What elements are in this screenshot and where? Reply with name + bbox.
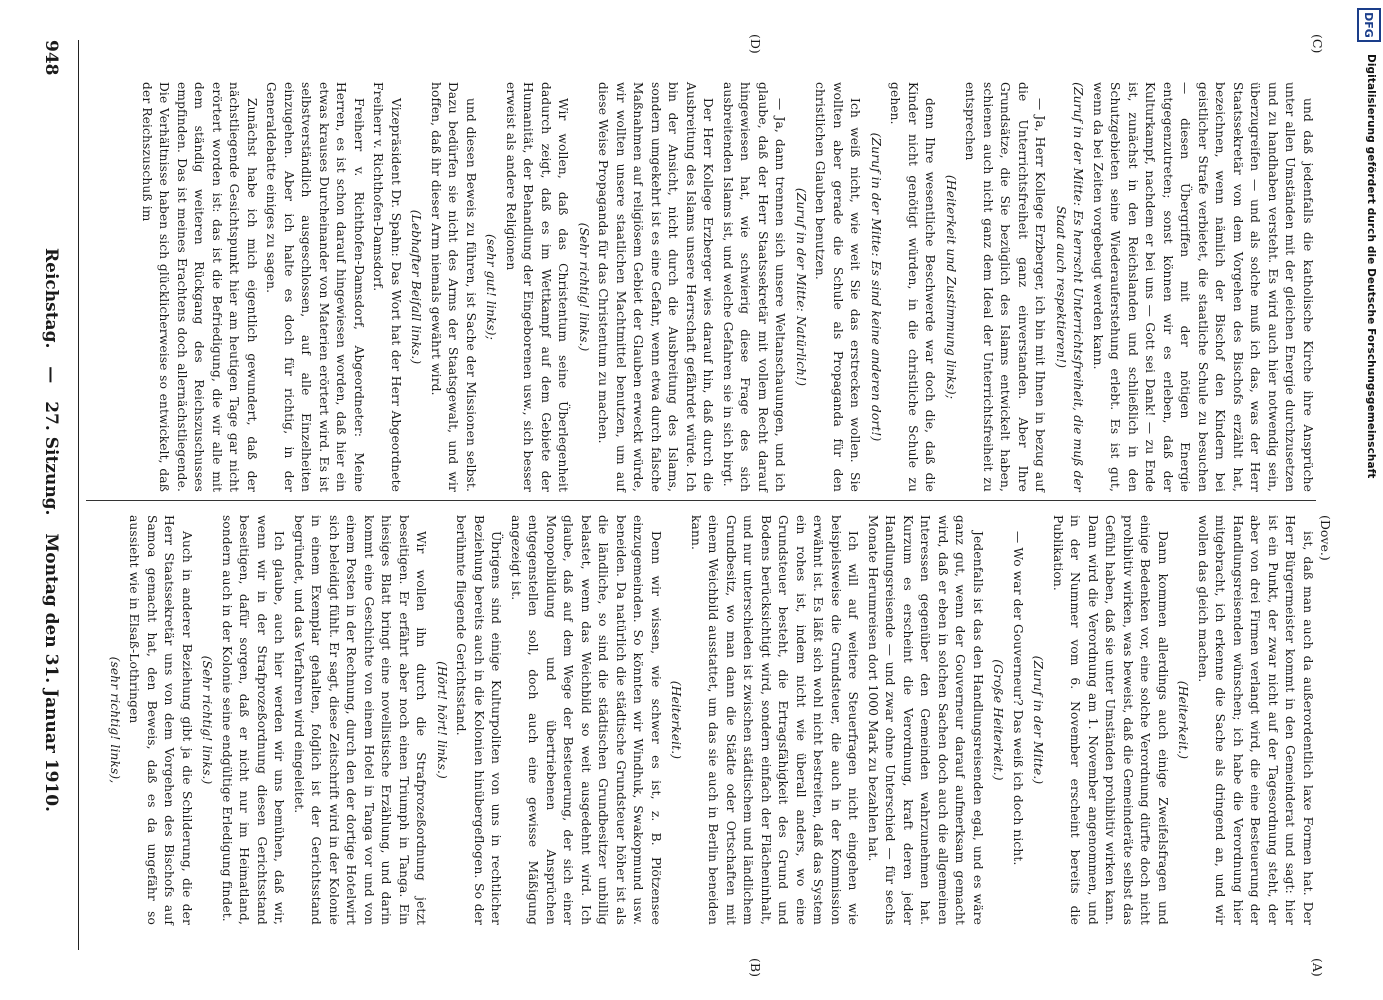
paragraph: Auch in anderer Beziehung gibt ja die Schilderung, die der Herr Staatssekretär uns von dem Vorgehen des Bischofs auf Samoa gemacht hat, den Beweis, daß es da ungefähr so aussieht wie in Elsaß-Lothringen	[127, 515, 194, 925]
paragraph: ist, daß man auch da außerordentlich laxe Formen hat. Der Herr Bürgermeister kommt in den Gemeinderat und sagt: hier ist ein Punkt, der zwar nicht auf der Tagesordnung steht, der aber von drei Firmen verlangt wird, die eine Besteuerung der Handlungsreisenden wünschen; ich habe die Verordnung hier mitgebracht, ich erkenne die Sache als dringend an, und wir wollen das gleich machen.	[1196, 515, 1315, 925]
interjection: (Zuruf in der Mitte: Es sind keine anderen dort!)	[869, 132, 883, 442]
interjection: (Zuruf in der Mitte: Natürlich!)	[794, 187, 808, 387]
interjection: (sehr richtig! links),	[108, 656, 122, 784]
paragraph: Ich weiß nicht, wie weit Sie das erstrecken wollen. Sie wollten aber gerade die Schule als Propaganda für den christlichen Glauben benutzen.	[813, 82, 863, 492]
header-rule	[78, 40, 79, 950]
funding-note: Digitalisierung gefördert durch die Deutsche Forschungsgemeinschaft	[1365, 54, 1377, 479]
column-rule	[86, 500, 1316, 501]
right-column	[86, 82, 1316, 492]
header-dash: —	[41, 366, 61, 384]
interjection: (Heiterkeit und Zustimmung links);	[944, 174, 958, 400]
margin-marker-b: (B)	[748, 958, 763, 977]
paragraph: Der Herr Kollege Erzberger wies darauf hin, daß durch die Ausbreitung des Islams unsere Herrschaft gefährdet würde. Ich bin der Ansicht, nicht durch die Ausbreitung des Islams, sondern umgekehrt ist es eine Gefahr, wenn etwa durch falsche Maßnahmen auf religiösem Gebiet der Glauben erweckt würde, wir wollten unsere staatlichen Machtmittel benutzen, um auf diese Weise Propaganda für das Christentum zu machen.	[596, 82, 716, 492]
paragraph: Ich glaube, auch hier werden wir uns bemühen, daß wir, wenn wir in der Strafprozeßordnung diesen Gerichtsstand beseitigen, dafür sorgen, daß er nicht nur im Heimatland, sondern auch in der Kolonie seine endgültige Erledigung findet.	[220, 515, 287, 925]
digitization-sidebar	[1353, 0, 1383, 1000]
header-title	[41, 110, 61, 950]
interjection: (Zuruf in der Mitte.)	[1031, 655, 1046, 785]
page-number: 948	[41, 40, 61, 76]
interjection: (Lebhafter Beifall links.)	[409, 209, 424, 365]
paragraph: — Wo war der Gouverneur? Das weiß ich doch nicht.	[1011, 531, 1025, 866]
interjection: (Hört! hört! links.)	[435, 661, 449, 779]
paragraph: Zunächst habe ich mich eigentlich gewundert, daß der nächstliegende Gesichtspunkt hier am heutigen Tage gar nicht erörtert worden ist: das ist die Befriedigung, die wir alle mit dem ständig weiteren Rückgang des Reichszuschusses empfinden. Das ist meines Erachtens doch allernächstliegende. Die Verhältnisse haben sich glücklicherweise so entwickelt, daß der Reichszuschuß im	[140, 82, 259, 492]
paragraph: Übrigens sind einige Kulturpoliten von uns in rechtlicher Beziehung bereits auch in die Kolonien hinübergeflogen. So der berühmte fliegende Gerichtsstand.	[454, 515, 504, 925]
paragraph: Freiherr v. Richthofen-Damsdorf, Abgeordneter: Meine Herren, es ist schon darauf hingewiesen worden, daß hier ein etwas krauses Durcheinander von Materien erörtert wird. Es ist selbstverständlich ausgeschlossen, auf alle Einzelheiten einzugehen. Aber ich halte es doch für richtig, in der Generaldebatte einiges zu sagen.	[264, 82, 366, 492]
interjection: (sehr gut! links);	[484, 234, 499, 340]
paragraph: und diesen Beweis zu führen, ist Sache der Missionen selbst. Dazu bedürfen sie nicht des Arms der Staatsgewalt, und wir hoffen, daß ihr dieser Arm niemals gewährt wird.	[429, 82, 478, 492]
interjection: (Heiterkeit.)	[1176, 680, 1191, 760]
paragraph: Denn wir wissen, wie schwer es ist, z. B. Plötzensee einzugemeinden. So könnten wir Windhuk, Swakopmund usw. beneiden. Da natürlich die städtische Grundsteuer höher ist als die ländliche, so sind die städtischen Grundbesitzer unbillig belastet, wenn das Weichbild so weit ausgedehnt wird. Ich glaube, daß auf dem Wege der Besteuerung, der sich einer Monopolbildung und übertriebenen Ansprüchen entgegenstellen soll, doch auch eine gewisse Mäßigung angezeigt ist.	[509, 515, 663, 925]
interjection: (Zuruf in der Mitte: Es herrscht Unterrichtsfreiheit, die muß der Staat auch respektieren!)	[1054, 82, 1086, 492]
interjection: (Sehr richtig! links.)	[577, 222, 591, 352]
margin-marker-a: (A)	[1310, 958, 1325, 977]
paragraph: Dann kommen allerdings auch einige Zweifelsfragen und einige Bedenken vor, eine solche Verordnung dürfte doch nicht prohibitiv wirken, was beweist, daß die Gemeinderäte selbst das Gefühl haben, daß sie unter Umständen prohibitiv wirken kann. Dann wird die Verordnung am 1. November angenommen, und in der Nummer vom 6. November erscheint bereits die Publikation.	[1051, 515, 1170, 925]
session-label: 27. Sitzung.	[41, 401, 61, 516]
speaker-continuation: (Dove.)	[1318, 515, 1333, 561]
paragraph: Vizepräsident Dr. Spahn: Das Wort hat der Herr Abgeordnete Freiherr v. Richthofen-Damsdorf.	[371, 82, 403, 492]
paragraph: Wir wollen, daß das Christentum seine Überlegenheit dadurch zeigt, daß es im Wettkampf auf dem Gebiete der Humanität, der Behandlung der Eingeborenen usw., sich besser erweist als andere Religionen	[504, 82, 571, 492]
paragraph: und daß jedenfalls die katholische Kirche ihre Ansprüche unter allen Umständen mit der gleichen Energie durchzusetzen und zu handhaben versteht. Es wird auch hier notwendig sein, überzugreifen — und als solche muß ich das, was der Herr Staatssekretär von dem Vorgehen des Bischofs erzählt hat, bezeichnen, wenn nämlich der Bischof den Kindern bei geistlicher Strafe verbietet, die staatliche Schule zu besuchen — diesen Übergriffen mit der nötigen Energie entgegenzutreten; sonst können wir es erleben, daß der Kulturkampf, nachdem er bei uns — Gott sei Dank! — zu Ende ist, zunächst in den Reichslanden und schließlich in den Schutzgebieten seine Wiederauferstehung erlebt. Es ist gut, wenn da bei Zeiten vorgebeugt werden kann.	[1091, 82, 1315, 492]
margin-marker-c: (C)	[1310, 34, 1325, 54]
interjection: (Heiterkeit.)	[669, 680, 684, 760]
paragraph: — Ja, dann trennen sich unsere Weltanschauungen, und ich glaube, daß der Herr Staatssekretär mit vollem Recht darauf hingewiesen hat, wie schwierig diese Frage des sich ausbreitenden Islams ist, und welche Gefahren sie in sich birgt.	[721, 82, 788, 492]
page-header	[41, 40, 71, 950]
dfg-logo-icon: DFG	[1357, 8, 1381, 42]
session-date: Montag den 31. Januar 1910.	[41, 533, 61, 812]
paragraph: Ich will auf weitere Steuerfragen nicht eingehen wie beispielsweise die Grundsteuer, die auch in der Kommission erwähnt ist. Es läßt sich wohl nicht bestreiten, daß das System ein rohes ist, indem nicht wie überall anders, wo eine Grundsteuer besteht, die Ertragsfähigkeit des Grund und Bodens berücksichtigt wird, sondern einfach der Flächeninhalt, und nur unterschieden ist zwischen städtischem und ländlichem Grundbesitz, wo man dann die Städte oder Ortschaften mit einem Weichbild ausstattet, um das sie auch in Berlin beneiden kann.	[689, 515, 861, 925]
chamber-name: Reichstag.	[41, 248, 61, 349]
interjection: (Sehr richtig! links.)	[200, 655, 215, 785]
left-column	[86, 515, 1316, 925]
interjection: (Große Heiterkeit.)	[991, 659, 1006, 781]
paragraph: — Ja, Herr Kollege Erzberger, ich bin mit Ihnen in bezug auf die Unterrichtsfreiheit ganz einverstanden. Aber Ihre Grundsätze, die Sie bezüglich des Islams entwickelt haben, schienen auch nicht ganz dem Ideal der Unterrichtsfreiheit zu entsprechen	[963, 82, 1048, 492]
paragraph: Wir wollen ihn durch die Strafprozeßordnung jetzt beseitigen. Er erfährt aber noch einen Triumph in Tanga. Ein hiesiges Blatt bringt eine novellistische Erzählung, und darin kommt eine Geschichte von einem Hotel in Tanga vor und von einem Posten in der Rechnung, durch den der dortige Hotelwirt sich beleidigt fühlt. Er sagt, diese Zeitschrift wird in der Kolonie in einem Exemplar gehalten, folglich ist der Gerichtsstand begründet, und das Verfahren wird eingeleitet.	[292, 515, 429, 925]
paragraph: denn Ihre wesentliche Beschwerde war doch die, daß die Kinder nicht genötigt würden, in die christliche Schule zu gehen.	[888, 82, 938, 492]
paragraph: Jedenfalls ist das den Handlungsreisenden egal, und es wäre ganz gut, wenn der Gouverneur darauf aufmerksam gemacht wird, daß er eben in solchen Sachen doch auch die allgemeinen Interessen gegenüber den Gemeinden wahrzunehmen hat. Kurzum es erscheint die Verordnung, kraft deren jeder Handlungsreisende — und zwar ohne Unterschied — für sechs Monate Herumreisen dort 1000 Mark zu bezahlen hat.	[866, 515, 985, 925]
margin-marker-d: (D)	[748, 34, 763, 54]
